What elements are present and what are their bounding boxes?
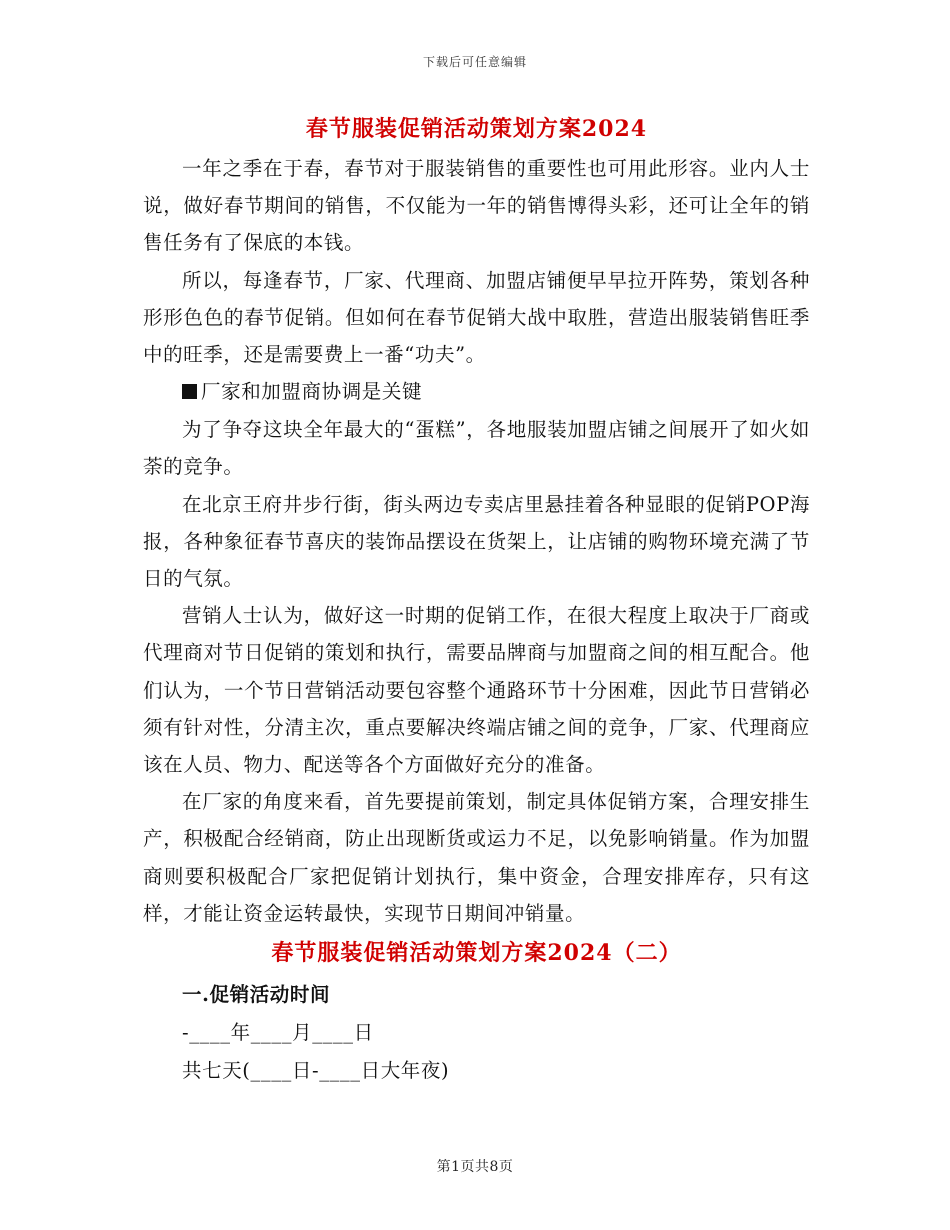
section-title-2: 春节服装促销活动策划方案2024（二） [271, 940, 682, 967]
duration-line: 共七天(____日-____日大年夜) [182, 1059, 450, 1083]
paragraph-manufacturer-view: 在厂家的角度来看，首先要提前策划，制定具体促销方案，合理安排生产，积极配合经销商，防止出现断货或运力不足，以免影响销量。作为加盟商则要积极配合厂家把促销计划执行，集中资金，合理安排库存，只有这样，才能让资金运转最快，实现节日期间冲销量。 [143, 790, 810, 925]
page-header-note: 下载后可任意编辑 [422, 55, 527, 69]
square-bullet-icon [182, 384, 197, 399]
document-title: 春节服装促销活动策划方案2024 [305, 116, 648, 142]
paragraph-competition: 为了争夺这块全年最大的“蛋糕”，各地服装加盟店铺之间展开了如火如荼的竞争。 [143, 418, 810, 479]
paragraph-marketing-view: 营销人士认为，做好这一时期的促销工作，在很大程度上取决于厂商或代理商对节日促销的策划和执行，需要品牌商与加盟商之间的相互配合。他们认为，一个节日营销活动要包容整个通路环节十分困难，因此节日营销必须有针对性，分清主次，重点要解决终端店铺之间的竞争，厂家、代理商应该在人员、物力、配送等各个方面做好充分的准备。 [143, 604, 810, 777]
paragraph-spring-festival-promotion: 所以，每逢春节，厂家、代理商、加盟店铺便早早拉开阵势，策划各种形形色色的春节促销。但如何在春节促销大战中取胜，营造出服装销售旺季中的旺季，还是需要费上一番“功夫”。 [143, 268, 810, 367]
bullet-heading-text: 厂家和加盟商协调是关键 [201, 380, 423, 404]
promotion-time-heading: 一.促销活动时间 [182, 983, 331, 1007]
document-body [143, 108, 810, 1090]
bullet-heading [143, 373, 810, 411]
paragraph-wangfujing: 在北京王府井步行街，街头两边专卖店里悬挂着各种显眼的促销POP海报，各种象征春节喜庆的装饰品摆设在货架上，让店铺的购物环境充满了节日的气氛。 [143, 492, 810, 591]
paragraph-intro: 一年之季在于春，春节对于服装销售的重要性也可用此形容。业内人士说，做好春节期间的销售，不仅能为一年的销售博得头彩，还可让全年的销售任务有了保底的本钱。 [143, 157, 810, 255]
page-footer-pagination: 第1页共8页 [436, 1159, 514, 1175]
date-line: -____年____月____日 [182, 1021, 374, 1045]
